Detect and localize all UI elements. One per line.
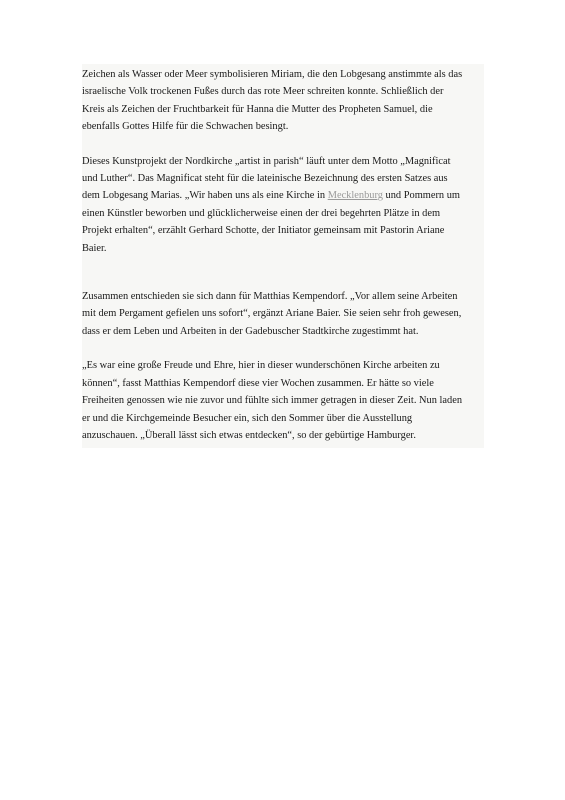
paragraph-3 [82, 288, 484, 340]
text-line: ebenfalls Gottes Hilfe für die Schwachen besingt. [82, 121, 289, 133]
text-line: er und die Kirchgemeinde Besucher ein, sich den Sommer über die Ausstellung [82, 412, 413, 424]
text-line: Zusammen entschieden sie sich dann für Matthias Kempendorf. „Vor allem seine Arbeiten [82, 291, 458, 303]
mecklenburg-link[interactable]: Mecklenburg [327, 190, 383, 202]
text-line: Projekt erhalten“, erzählt Gerhard Schotte, der Initiator gemeinsam mit Pastorin Ariane [82, 225, 445, 237]
text-line: Baier. [82, 242, 107, 254]
paragraph-spacer [82, 340, 484, 357]
text-line: einen Künstler beworben und glücklicherweise einen der drei begehrten Plätze in dem [82, 207, 441, 219]
text-segment: dem Lobgesang Marias. „Wir haben uns als eine Kirche in [82, 190, 326, 202]
article-text [82, 64, 484, 448]
text-line-with-link [82, 187, 484, 204]
text-line: Freiheiten genossen wie nie zuvor und fühlte sich immer getragen in dieser Zeit. Nun laden [82, 395, 463, 407]
text-segment: und Pommern um [382, 190, 460, 202]
paragraph-2 [82, 153, 484, 257]
text-line: „Es war eine große Freude und Ehre, hier in dieser wunderschönen Kirche arbeiten zu [82, 360, 440, 372]
text-line: mit dem Pergament gefielen uns sofort“, ergänzt Ariane Baier. Sie seien sehr froh gewesen, [82, 308, 462, 320]
text-line: dass er dem Leben und Arbeiten in der Gadebuscher Stadtkirche zugestimmt hat. [82, 325, 419, 337]
paragraph-spacer [82, 136, 484, 153]
paragraph-1 [82, 66, 484, 136]
paragraph-spacer [82, 257, 484, 288]
text-line: Dieses Kunstprojekt der Nordkirche „artist in parish“ läuft unter dem Motto „Magnificat [82, 155, 451, 167]
text-line: können“, fasst Matthias Kempendorf diese vier Wochen zusammen. Er hätte so viele [82, 377, 434, 389]
text-line: Kreis als Zeichen der Fruchtbarkeit für Hanna die Mutter des Propheten Samuel, die [82, 103, 433, 115]
text-line: Zeichen als Wasser oder Meer symbolisieren Miriam, die den Lobgesang anstimmte als das [82, 69, 463, 80]
paragraph-4 [82, 357, 484, 444]
text-line: anzuschauen. „Überall lässt sich etwas entdecken“, so der gebürtige Hamburger. [82, 429, 416, 441]
text-line: israelische Volk trockenen Fußes durch das rote Meer schreiten konnte. Schließlich der [82, 86, 444, 98]
text-line: und Luther“. Das Magnificat steht für die lateinische Bezeichnung des ersten Satzes aus [82, 173, 448, 185]
